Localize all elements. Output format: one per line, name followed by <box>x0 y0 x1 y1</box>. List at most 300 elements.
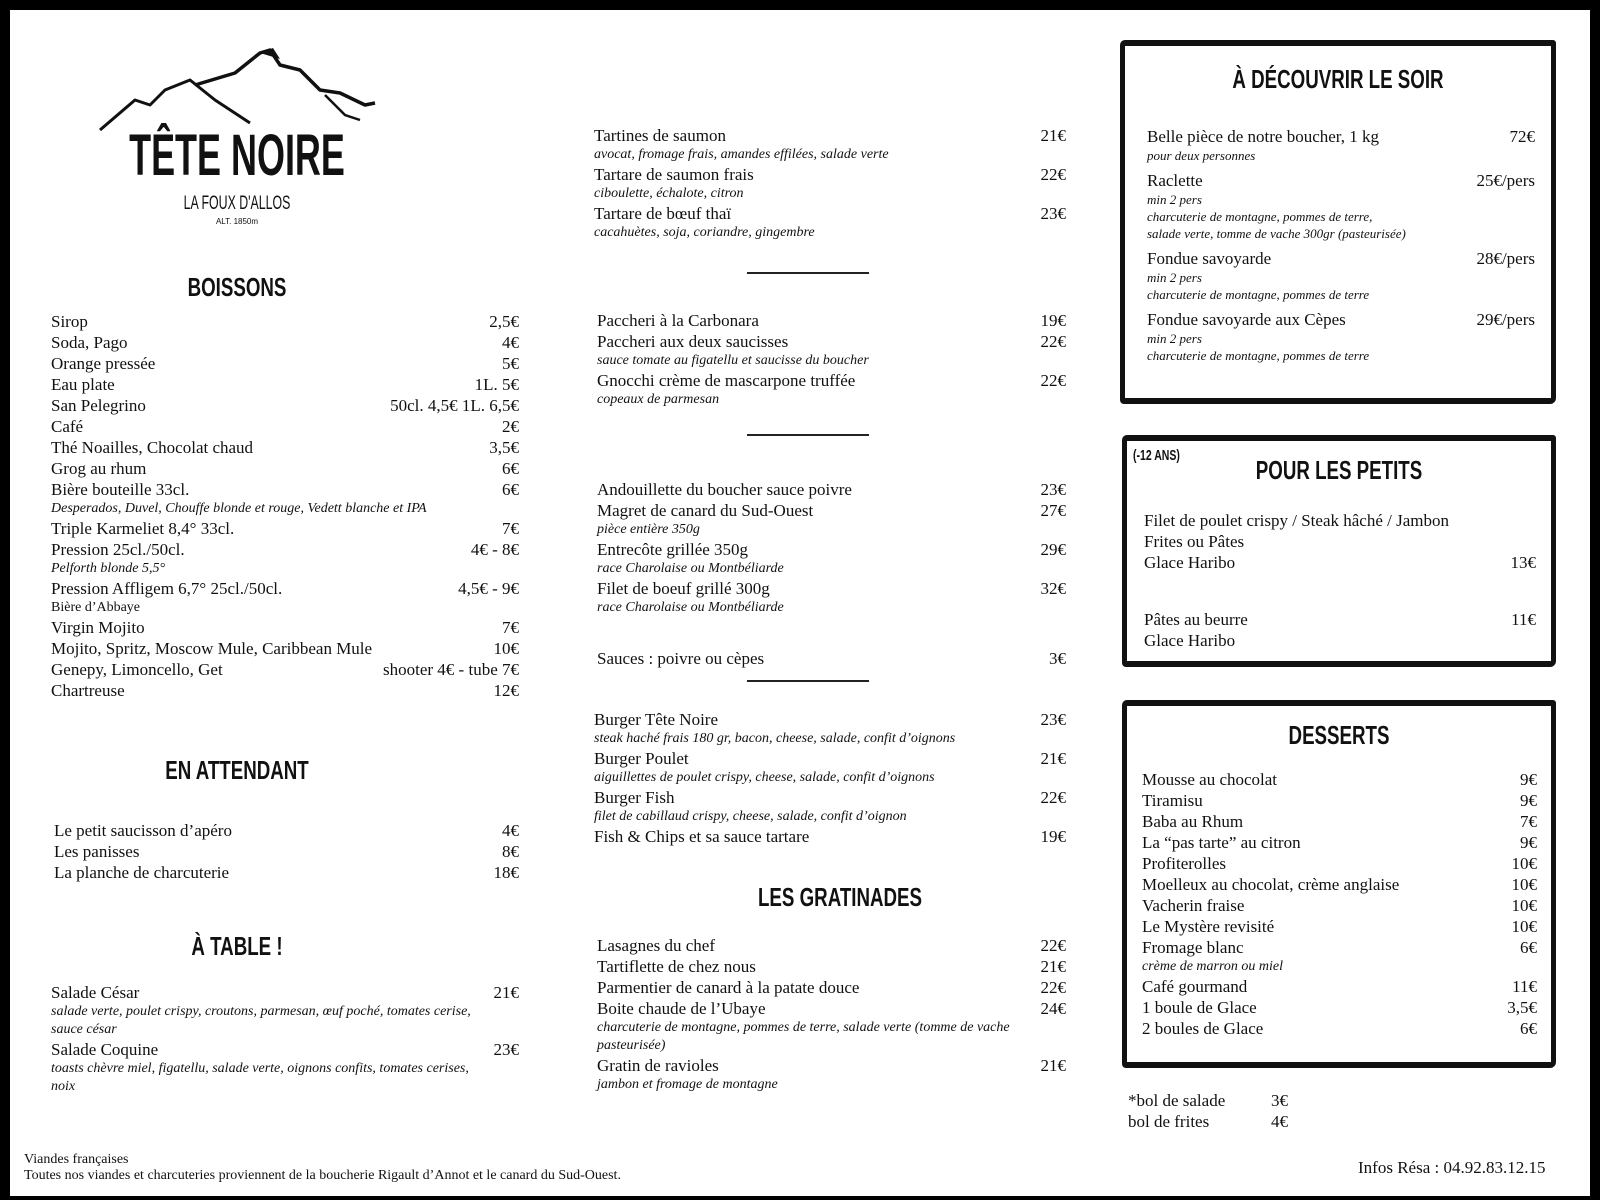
menu-item-row <box>1142 769 1537 790</box>
item-price: 13€ <box>1510 553 1536 572</box>
logo-title: TÊTE NOIRE <box>129 123 345 188</box>
menu-item <box>597 539 1066 578</box>
item-price: 3,5€ <box>1507 998 1537 1017</box>
menu-item <box>51 395 519 416</box>
item-description: crème de marron ou miel <box>1142 959 1284 974</box>
menu-item-row <box>1142 937 1537 958</box>
item-description: min 2 pers charcuterie de montagne, pommes de terre, salade verte, tomme de vache 300gr (pasteurisée) <box>1147 192 1406 241</box>
item-price: 7€ <box>1520 812 1537 831</box>
extras-list <box>1128 1090 1288 1132</box>
reservation-info: Infos Résa : 04.92.83.12.15 <box>1358 1158 1546 1177</box>
item-name: Gnocchi crème de mascarpone truffée <box>597 371 856 390</box>
menu-item-row <box>51 479 519 500</box>
menu-item <box>597 370 1066 409</box>
item-price: 10€ <box>1511 917 1537 936</box>
menu-item-row <box>597 1055 1066 1076</box>
kids-menu-line: Filet de poulet crispy / Steak hâché / Jambon <box>1144 511 1449 530</box>
item-price: 9€ <box>1520 791 1537 810</box>
menu-item-row <box>597 370 1066 391</box>
menu-item <box>54 841 519 862</box>
menu-item-row <box>1147 248 1535 269</box>
item-price: 23€ <box>493 1040 519 1059</box>
item-price: 3€ <box>1271 1091 1288 1110</box>
menu-item-row <box>1142 811 1537 832</box>
item-price: 27€ <box>1040 501 1066 520</box>
item-name: Salade César <box>51 983 140 1002</box>
menu-item-row <box>1142 895 1537 916</box>
kids-menu-2 <box>1144 609 1536 651</box>
menu-item-row <box>51 1039 519 1060</box>
menu-item <box>594 709 1066 748</box>
item-price: 22€ <box>1040 371 1066 390</box>
item-description: copeaux de parmesan <box>597 392 720 407</box>
menu-item-row <box>51 416 519 437</box>
item-name: Chartreuse <box>51 681 125 700</box>
menu-item <box>597 500 1066 539</box>
menu-item-row <box>54 820 519 841</box>
a-table-list <box>51 982 519 1096</box>
menu-item-row <box>1142 874 1537 895</box>
item-name: Raclette <box>1147 171 1203 190</box>
item-description: charcuterie de montagne, pommes de terre, salade verte (tomme de vache pasteurisée) <box>597 1020 1010 1053</box>
item-price: 11€ <box>1511 610 1536 629</box>
menu-item-row <box>51 659 519 680</box>
item-name: Baba au Rhum <box>1142 812 1244 831</box>
menu-item <box>597 977 1066 998</box>
item-description: toasts chèvre miel, figatellu, salade verte, oignons confits, tomates cerises, noix <box>51 1061 469 1094</box>
item-name: Moelleux au chocolat, crème anglaise <box>1142 875 1400 894</box>
item-name: Belle pièce de notre boucher, 1 kg <box>1147 127 1380 146</box>
item-name: Burger Fish <box>594 788 675 807</box>
menu-item-sauces <box>597 648 1066 669</box>
item-price: 22€ <box>1040 788 1066 807</box>
item-price: 12€ <box>493 681 519 700</box>
menu-item <box>594 125 1066 164</box>
item-price: 21€ <box>1040 126 1066 145</box>
section-title-desserts: DESSERTS <box>1288 720 1390 750</box>
item-name: Tartare de saumon frais <box>594 165 754 184</box>
menu-item <box>51 332 519 353</box>
item-note: Bière d’Abbaye <box>51 600 141 615</box>
menu-item-row <box>1142 853 1537 874</box>
item-name: Andouillette du boucher sauce poivre <box>597 480 852 499</box>
menu-item <box>1142 1018 1537 1039</box>
item-price: 22€ <box>1040 978 1066 997</box>
menu-item-row <box>1147 126 1535 147</box>
plats-group-4 <box>594 709 1066 847</box>
menu-item <box>594 164 1066 203</box>
menu-item <box>54 862 519 883</box>
item-price: 19€ <box>1040 827 1066 846</box>
menu-item-row <box>594 164 1066 185</box>
menu-item <box>597 331 1066 370</box>
item-name: Tartines de saumon <box>594 126 726 145</box>
menu-item-row <box>594 709 1066 730</box>
item-price: 9€ <box>1520 770 1537 789</box>
menu-item <box>1128 1090 1288 1111</box>
item-name: Parmentier de canard à la patate douce <box>597 978 860 997</box>
item-name: Le petit saucisson d’apéro <box>54 821 232 840</box>
item-price: 23€ <box>1040 480 1066 499</box>
item-name: Tartiflette de chez nous <box>597 957 756 976</box>
item-price: 32€ <box>1040 579 1066 598</box>
item-price: shooter 4€ - tube 7€ <box>383 660 519 679</box>
item-name: Sirop <box>51 312 88 331</box>
footer-line-2: Toutes nos viandes et charcuteries proviennent de la boucherie Rigault d’Annot et le canard du Sud-Ouest. <box>24 1168 621 1183</box>
item-price: 4€ <box>1271 1112 1288 1131</box>
item-name: Lasagnes du chef <box>597 936 716 955</box>
item-price: 10€ <box>1511 896 1537 915</box>
item-price: 9€ <box>1520 833 1537 852</box>
menu-item <box>51 539 519 578</box>
menu-item-row <box>597 479 1066 500</box>
menu-item-row <box>594 787 1066 808</box>
menu-item-row <box>1147 309 1535 330</box>
menu-item-row <box>597 500 1066 521</box>
menu-item-row <box>594 748 1066 769</box>
item-price: 19€ <box>1040 311 1066 330</box>
item-price: 6€ <box>1520 938 1537 957</box>
item-name: Salade Coquine <box>51 1040 159 1059</box>
item-price: 50cl. 4,5€ 1L. 6,5€ <box>390 396 519 415</box>
item-name: Triple Karmeliet 8,4° 33cl. <box>51 519 235 538</box>
menu-item <box>1147 170 1535 242</box>
item-price: 1L. 5€ <box>474 375 519 394</box>
menu-item-row <box>594 203 1066 224</box>
item-description: min 2 pers charcuterie de montagne, pommes de terre <box>1147 270 1370 302</box>
menu-item <box>594 826 1066 847</box>
item-name: 2 boules de Glace <box>1142 1019 1264 1038</box>
menu-item <box>51 479 519 518</box>
menu-item <box>1142 997 1537 1018</box>
divider <box>747 680 869 682</box>
en-attendant-list <box>54 820 519 883</box>
menu-item <box>51 374 519 395</box>
menu-item <box>51 416 519 437</box>
item-price: 8€ <box>502 842 519 861</box>
item-name: Thé Noailles, Chocolat chaud <box>51 438 254 457</box>
item-name: La “pas tarte” au citron <box>1142 833 1301 852</box>
menu-item-row <box>594 826 1066 847</box>
menu-item <box>594 787 1066 826</box>
menu-item-row <box>51 332 519 353</box>
menu-item <box>51 458 519 479</box>
item-price: 4€ <box>502 333 519 352</box>
menu-item <box>51 311 519 332</box>
item-name: Magret de canard du Sud-Ouest <box>597 501 814 520</box>
menu-item <box>1142 811 1537 832</box>
item-name: Eau plate <box>51 375 115 394</box>
menu-item-row <box>54 841 519 862</box>
item-price: 24€ <box>1040 999 1066 1018</box>
menu-item-row <box>1128 1111 1288 1132</box>
item-name: Virgin Mojito <box>51 618 145 637</box>
item-price: 4€ <box>502 821 519 840</box>
kids-menu-line: Frites ou Pâtes <box>1144 532 1245 551</box>
menu-item-row <box>1142 976 1537 997</box>
item-price: 5€ <box>502 354 519 373</box>
menu-item <box>597 956 1066 977</box>
menu-item-row <box>51 518 519 539</box>
menu-item <box>1128 1111 1288 1132</box>
footer-note <box>24 1152 621 1184</box>
footer-line-1: Viandes françaises <box>24 1152 129 1167</box>
menu-item <box>51 437 519 458</box>
menu-item-row <box>51 395 519 416</box>
menu-item-row <box>597 310 1066 331</box>
item-name: Les panisses <box>54 842 140 861</box>
menu-item <box>1142 895 1537 916</box>
plats-group-1 <box>594 125 1066 242</box>
item-name: Boite chaude de l’Ubaye <box>597 999 766 1018</box>
item-price: 23€ <box>1040 710 1066 729</box>
section-title-gratinades: LES GRATINADES <box>758 882 922 912</box>
item-name: bol de frites <box>1128 1112 1210 1131</box>
item-name: Vacherin fraise <box>1142 896 1245 915</box>
item-price: 2,5€ <box>489 312 519 331</box>
item-price: 22€ <box>1040 165 1066 184</box>
soir-box <box>1120 40 1556 404</box>
menu-item-row <box>1142 832 1537 853</box>
menu-item-row <box>1142 1018 1537 1039</box>
item-price: 4,5€ - 9€ <box>458 579 519 598</box>
item-name: Café gourmand <box>1142 977 1248 996</box>
menu-item-row <box>597 998 1066 1019</box>
item-price: 21€ <box>493 983 519 1002</box>
item-price: 3€ <box>1049 649 1066 668</box>
item-description: cacahuètes, soja, coriandre, gingembre <box>594 225 815 240</box>
item-price: 7€ <box>502 519 519 538</box>
item-description: pour deux personnes <box>1147 148 1256 163</box>
section-title-petits: POUR LES PETITS <box>1255 455 1423 485</box>
menu-item <box>597 479 1066 500</box>
menu-item-row <box>597 956 1066 977</box>
item-price: 28€/pers <box>1476 249 1535 268</box>
menu-item <box>51 353 519 374</box>
menu-item-row <box>594 125 1066 146</box>
menu-item-row <box>51 539 519 560</box>
item-name: Mojito, Spritz, Moscow Mule, Caribbean Mule <box>51 639 373 658</box>
item-price: 11€ <box>1512 977 1537 996</box>
item-description: Desperados, Duvel, Chouffe blonde et rouge, Vedett blanche et IPA <box>51 501 427 516</box>
item-name: Fromage blanc <box>1142 938 1244 957</box>
desserts-box <box>1122 700 1556 1068</box>
section-title-boissons: BOISSONS <box>187 272 287 302</box>
divider <box>747 272 869 274</box>
menu-item <box>597 998 1066 1055</box>
item-name: Filet de boeuf grillé 300g <box>597 579 770 598</box>
item-description: ciboulette, échalote, citron <box>594 186 744 201</box>
item-name: Pression Affligem 6,7° 25cl./50cl. <box>51 579 283 598</box>
menu-page <box>10 10 1590 1196</box>
item-name: Soda, Pago <box>51 333 128 352</box>
item-description: aiguillettes de poulet crispy, cheese, salade, confit d’oignons <box>594 770 935 785</box>
menu-item <box>597 1055 1066 1094</box>
menu-item-row <box>597 578 1066 599</box>
menu-item <box>597 935 1066 956</box>
divider <box>747 434 869 436</box>
menu-item-row <box>51 578 519 599</box>
kids-menu-line: Pâtes au beurre <box>1144 610 1248 629</box>
kids-menu-line: Glace Haribo <box>1144 553 1236 572</box>
item-price: 22€ <box>1040 936 1066 955</box>
soir-list <box>1147 126 1535 370</box>
menu-item-row <box>597 935 1066 956</box>
menu-item <box>1142 976 1537 997</box>
item-name: Gratin de ravioles <box>597 1056 719 1075</box>
menu-item-row <box>1142 790 1537 811</box>
item-description: pièce entière 350g <box>597 522 700 537</box>
logo-place: LA FOUX D'ALLOS <box>183 193 291 214</box>
item-price: 29€/pers <box>1476 310 1535 329</box>
petits-box <box>1122 435 1556 667</box>
item-name: Genepy, Limoncello, Get <box>51 660 223 679</box>
item-name: Tiramisu <box>1142 791 1203 810</box>
item-price: 6€ <box>1520 1019 1537 1038</box>
item-description: steak haché frais 180 gr, bacon, cheese, salade, confit d’oignons <box>594 731 956 746</box>
item-description: avocat, fromage frais, amandes effilées, salade verte <box>594 147 889 162</box>
menu-item <box>1147 309 1535 364</box>
menu-item-row <box>51 680 519 701</box>
menu-item-row <box>51 638 519 659</box>
boissons-list <box>51 311 519 701</box>
item-price: 10€ <box>1511 875 1537 894</box>
item-description: min 2 pers charcuterie de montagne, pommes de terre <box>1147 331 1370 363</box>
item-name: Fondue savoyarde aux Cèpes <box>1147 310 1346 329</box>
item-price: 25€/pers <box>1476 171 1535 190</box>
menu-item-row <box>51 617 519 638</box>
menu-item <box>51 982 519 1039</box>
item-name: Paccheri à la Carbonara <box>597 311 759 330</box>
item-price: 4€ - 8€ <box>470 540 519 559</box>
plats-group-3 <box>597 479 1066 617</box>
logo-altitude: ALT. 1850m <box>215 217 259 226</box>
item-description: race Charolaise ou Montbéliarde <box>597 600 784 615</box>
menu-item <box>1142 937 1537 976</box>
item-price: 3,5€ <box>489 438 519 457</box>
item-price: 21€ <box>1040 749 1066 768</box>
item-description: salade verte, poulet crispy, croutons, parmesan, œuf poché, tomates cerise, sauce césar <box>51 1004 471 1037</box>
gratinades-list <box>597 935 1066 1094</box>
menu-item-row <box>597 977 1066 998</box>
item-description: Pelforth blonde 5,5° <box>51 561 166 576</box>
item-price: 29€ <box>1040 540 1066 559</box>
item-price: 18€ <box>493 863 519 882</box>
item-price: 7€ <box>502 618 519 637</box>
item-name: Profiterolles <box>1142 854 1227 873</box>
menu-item <box>51 638 519 659</box>
menu-item <box>1142 874 1537 895</box>
item-description: sauce tomate au figatellu et saucisse du boucher <box>597 353 869 368</box>
menu-item <box>594 203 1066 242</box>
menu-item-row <box>51 458 519 479</box>
item-price: 2€ <box>502 417 519 436</box>
menu-item <box>597 310 1066 331</box>
item-name: Fondue savoyarde <box>1147 249 1272 268</box>
item-price: 23€ <box>1040 204 1066 223</box>
menu-item-row <box>51 311 519 332</box>
menu-item-row <box>54 862 519 883</box>
item-price: 10€ <box>1511 854 1537 873</box>
desserts-list <box>1142 769 1537 1039</box>
item-name: Pression 25cl./50cl. <box>51 540 185 559</box>
kids-menu-1 <box>1144 510 1536 573</box>
menu-item-row <box>51 353 519 374</box>
item-name: Entrecôte grillée 350g <box>597 540 749 559</box>
menu-item <box>1142 769 1537 790</box>
menu-item <box>51 617 519 638</box>
item-name: Orange pressée <box>51 354 156 373</box>
item-name: Mousse au chocolat <box>1142 770 1278 789</box>
item-name: Bière bouteille 33cl. <box>51 480 190 499</box>
item-price: 21€ <box>1040 1056 1066 1075</box>
kids-menu-line: Glace Haribo <box>1144 631 1236 650</box>
menu-item-row <box>597 539 1066 560</box>
item-name: La planche de charcuterie <box>54 863 230 882</box>
section-title-a-table: À TABLE ! <box>191 931 283 961</box>
item-name: Fish & Chips et sa sauce tartare <box>594 827 810 846</box>
menu-item <box>54 820 519 841</box>
item-price: 22€ <box>1040 332 1066 351</box>
item-price: 6€ <box>502 459 519 478</box>
item-description: filet de cabillaud crispy, cheese, salade, confit d’oignon <box>594 809 907 824</box>
item-price: 21€ <box>1040 957 1066 976</box>
item-name: Grog au rhum <box>51 459 147 478</box>
menu-item <box>1142 853 1537 874</box>
item-name: Paccheri aux deux saucisses <box>597 332 789 351</box>
item-name: Café <box>51 417 84 436</box>
menu-item-row <box>1128 1090 1288 1111</box>
menu-item <box>594 748 1066 787</box>
section-title-en-attendant: EN ATTENDANT <box>165 755 309 785</box>
menu-item <box>1142 790 1537 811</box>
item-price: 6€ <box>502 480 519 499</box>
menu-item-row <box>1147 170 1535 191</box>
menu-item <box>51 680 519 701</box>
menu-item-row <box>51 374 519 395</box>
menu-item <box>1147 126 1535 164</box>
menu-item-row <box>51 437 519 458</box>
item-price: 72€ <box>1509 127 1535 146</box>
item-name: Le Mystère revisité <box>1142 917 1275 936</box>
item-name: San Pelegrino <box>51 396 146 415</box>
item-name: Sauces : poivre ou cèpes <box>597 649 765 668</box>
menu-item-row <box>1142 997 1537 1018</box>
item-description: race Charolaise ou Montbéliarde <box>597 561 784 576</box>
menu-item-row <box>597 331 1066 352</box>
item-name: Burger Poulet <box>594 749 689 768</box>
menu-item <box>1142 916 1537 937</box>
menu-item <box>51 518 519 539</box>
menu-item <box>51 659 519 680</box>
menu-item <box>1142 832 1537 853</box>
menu-item <box>1147 248 1535 303</box>
item-name: Burger Tête Noire <box>594 710 718 729</box>
menu-item <box>51 1039 519 1096</box>
item-name: 1 boule de Glace <box>1142 998 1257 1017</box>
item-name: Tartare de bœuf thaï <box>594 204 732 223</box>
item-price: 10€ <box>493 639 519 658</box>
menu-item-row <box>51 982 519 1003</box>
age-label: (-12 ANS) <box>1133 447 1180 464</box>
plats-group-2 <box>597 310 1066 409</box>
section-title-soir: À DÉCOUVRIR LE SOIR <box>1232 64 1444 94</box>
menu-item <box>51 578 519 617</box>
item-name: *bol de salade <box>1128 1091 1226 1110</box>
menu-item-row <box>1142 916 1537 937</box>
item-description: jambon et fromage de montagne <box>597 1077 778 1092</box>
menu-item <box>597 578 1066 617</box>
